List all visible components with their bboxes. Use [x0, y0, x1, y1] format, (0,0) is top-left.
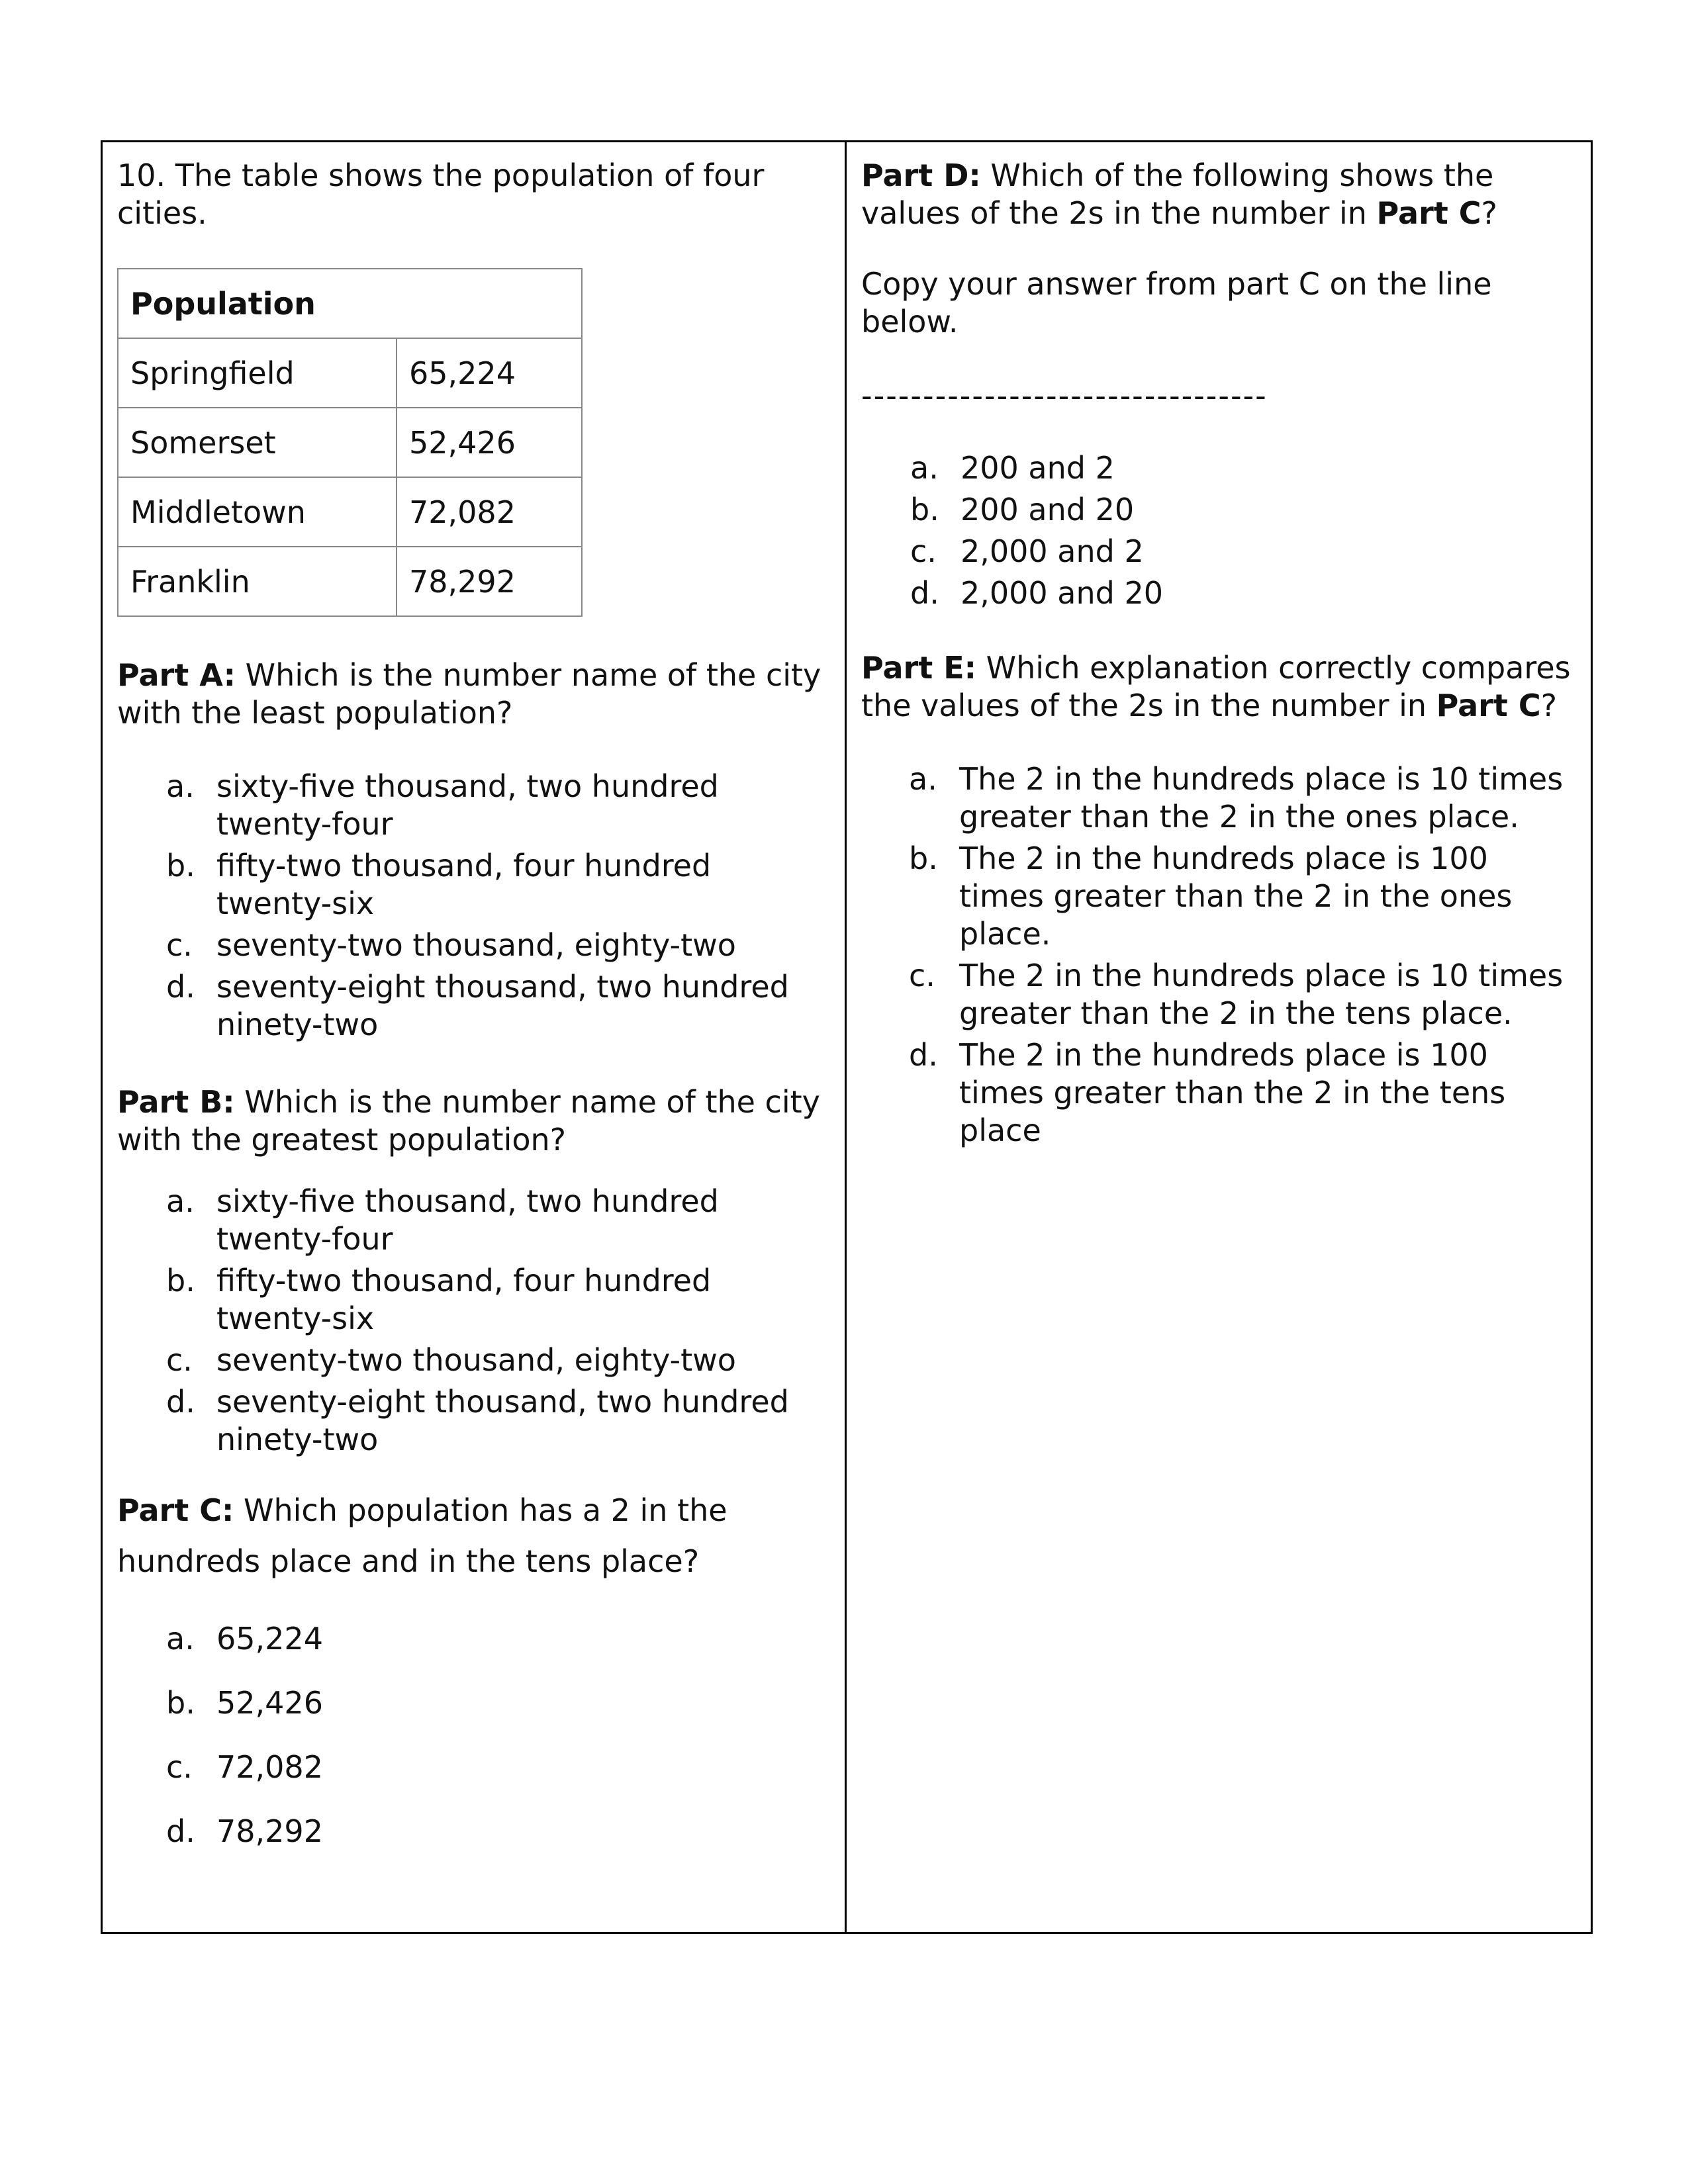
table-header: Population	[118, 269, 582, 338]
option-letter: d.	[166, 1384, 195, 1420]
option-text: The 2 in the hundreds place is 10 times greater than the 2 in the tens place.	[959, 958, 1564, 1031]
list-item[interactable]	[117, 1262, 830, 1338]
option-text: fifty-two thousand, four hundred twenty-six	[216, 1263, 712, 1336]
list-item[interactable]	[117, 1342, 830, 1379]
option-letter: c.	[910, 533, 937, 569]
part-a-label: Part A:	[117, 657, 236, 693]
part-e-options	[861, 760, 1576, 1150]
option-letter: b.	[910, 492, 939, 527]
option-text: 65,224	[216, 1621, 323, 1657]
option-letter: c.	[166, 1342, 193, 1378]
part-d-text: Which of the following shows the values of the 2s in the number in	[861, 158, 1494, 231]
option-letter: b.	[166, 848, 195, 884]
worksheet-frame	[101, 140, 1593, 1934]
population-cell: 65,224	[397, 338, 582, 408]
option-text: The 2 in the hundreds place is 100 times greater than the 2 in the tens place	[959, 1037, 1506, 1148]
part-a-question	[117, 657, 830, 732]
option-letter: c.	[166, 927, 193, 963]
option-text: sixty-five thousand, two hundred twenty-four	[216, 1183, 719, 1257]
option-letter: c.	[909, 958, 935, 993]
list-item[interactable]	[117, 1183, 830, 1258]
part-e-label: Part E:	[861, 650, 977, 686]
table-row	[118, 408, 582, 477]
part-a-options	[117, 768, 830, 1044]
part-d-ref: Part C	[1376, 195, 1481, 231]
list-item[interactable]	[861, 491, 1576, 529]
part-b-label: Part B:	[117, 1084, 235, 1120]
part-c-text: Which population has a 2 in the hundreds place and in the tens place?	[117, 1492, 727, 1579]
part-b-question	[117, 1083, 830, 1159]
option-letter: a.	[166, 1183, 195, 1219]
part-e-ref: Part C	[1436, 688, 1541, 723]
list-item[interactable]	[117, 1742, 830, 1793]
option-letter: b.	[166, 1685, 195, 1721]
option-letter: a.	[910, 450, 939, 486]
option-letter: a.	[909, 761, 937, 797]
list-item[interactable]	[861, 449, 1576, 487]
option-text: 2,000 and 2	[961, 533, 1144, 569]
option-text: 72,082	[216, 1749, 323, 1785]
option-letter: c.	[166, 1749, 193, 1785]
list-item[interactable]	[861, 1036, 1576, 1150]
city-cell: Springfield	[118, 338, 397, 408]
option-letter: d.	[910, 575, 939, 611]
part-a-text: Which is the number name of the city with the least population?	[117, 657, 821, 731]
part-d-question	[861, 157, 1576, 232]
part-e-text: Which explanation correctly compares the values of the 2s in the number in	[861, 650, 1571, 723]
option-text: seventy-eight thousand, two hundred ninety-two	[216, 969, 789, 1042]
list-item[interactable]	[861, 760, 1576, 836]
city-cell: Middletown	[118, 477, 397, 547]
part-e-question	[861, 649, 1576, 725]
list-item[interactable]	[117, 1806, 830, 1857]
option-text: 52,426	[216, 1685, 323, 1721]
population-cell: 52,426	[397, 408, 582, 477]
option-letter: a.	[166, 768, 195, 804]
part-c-label: Part C:	[117, 1492, 234, 1528]
part-c-options	[117, 1614, 830, 1857]
list-item[interactable]	[117, 1614, 830, 1664]
copy-instruction: Copy your answer from part C on the line below.	[861, 266, 1492, 340]
option-text: 78,292	[216, 1813, 323, 1849]
option-letter: b.	[166, 1263, 195, 1298]
part-e-end: ?	[1540, 688, 1558, 723]
option-text: seventy-two thousand, eighty-two	[216, 1342, 736, 1378]
option-text: fifty-two thousand, four hundred twenty-six	[216, 848, 712, 921]
part-d-options	[861, 449, 1576, 612]
question-title: 10. The table shows the population of four cities.	[117, 158, 765, 231]
option-letter: d.	[166, 1813, 195, 1849]
part-b-options	[117, 1183, 830, 1459]
left-column	[103, 142, 847, 1932]
city-cell: Franklin	[118, 547, 397, 616]
part-d-end: ?	[1481, 195, 1497, 231]
list-item[interactable]	[117, 768, 830, 843]
list-item[interactable]	[117, 968, 830, 1044]
table-row	[118, 547, 582, 616]
list-item[interactable]	[861, 840, 1576, 953]
option-text: seventy-two thousand, eighty-two	[216, 927, 736, 963]
table-row	[118, 338, 582, 408]
option-text: 200 and 2	[961, 450, 1115, 486]
list-item[interactable]	[861, 533, 1576, 570]
list-item[interactable]	[117, 927, 830, 964]
part-d-label: Part D:	[861, 158, 981, 193]
option-text: sixty-five thousand, two hundred twenty-four	[216, 768, 719, 842]
city-cell: Somerset	[118, 408, 397, 477]
population-cell: 78,292	[397, 547, 582, 616]
right-column	[847, 142, 1591, 1932]
part-b-text: Which is the number name of the city with the greatest population?	[117, 1084, 820, 1158]
option-text: The 2 in the hundreds place is 100 times greater than the 2 in the ones place.	[959, 841, 1513, 952]
part-c-question	[117, 1485, 830, 1587]
list-item[interactable]	[117, 847, 830, 923]
table-row	[118, 477, 582, 547]
option-text: seventy-eight thousand, two hundred ninety-two	[216, 1384, 789, 1457]
list-item[interactable]	[117, 1383, 830, 1459]
option-letter: b.	[909, 841, 938, 876]
list-item[interactable]	[861, 574, 1576, 612]
list-item[interactable]	[861, 957, 1576, 1032]
option-letter: d.	[909, 1037, 938, 1073]
list-item[interactable]	[117, 1678, 830, 1729]
option-text: 2,000 and 20	[961, 575, 1164, 611]
option-text: 200 and 20	[961, 492, 1135, 527]
table-header-row	[118, 269, 582, 338]
option-letter: a.	[166, 1621, 195, 1657]
option-letter: d.	[166, 969, 195, 1005]
population-table	[117, 268, 583, 617]
option-text: The 2 in the hundreds place is 10 times greater than the 2 in the ones place.	[959, 761, 1564, 835]
population-cell: 72,082	[397, 477, 582, 547]
answer-line[interactable]: ---------------------------------	[861, 378, 1268, 414]
